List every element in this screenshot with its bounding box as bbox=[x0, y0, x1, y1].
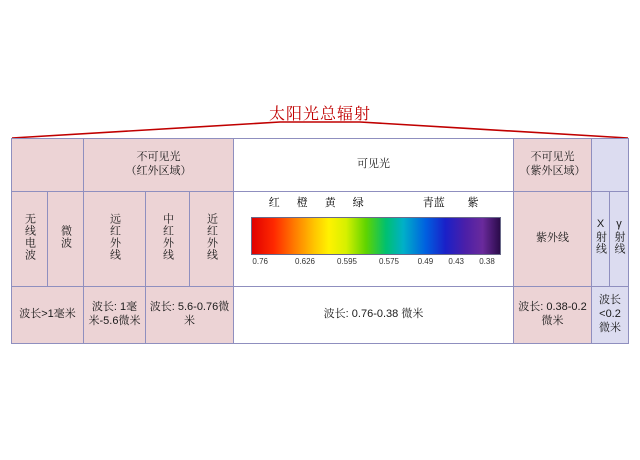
spectrum-label-cyan-blue: 青蓝 bbox=[422, 197, 445, 209]
band-microwave-label: 微波 bbox=[59, 224, 72, 249]
band-far-infrared-label: 远红外线 bbox=[108, 212, 121, 261]
region-uv-label: 不可见光 bbox=[530, 151, 575, 164]
band-cell-gamma bbox=[610, 192, 629, 287]
spectrum-tick-6: 0.38 bbox=[479, 257, 495, 266]
region-infrared-label: 不可见光 bbox=[136, 151, 181, 164]
wavelength-mid-near-infrared-text: 波长: 5.6-0.76微米 bbox=[149, 301, 230, 327]
band-cell-near-infrared bbox=[190, 192, 234, 287]
spectrum-table bbox=[11, 138, 629, 344]
region-cell-visible bbox=[234, 139, 514, 192]
region-cell-blank-right bbox=[592, 139, 629, 192]
wavelength-far-infrared-text: 波长: 1毫米-5.6微米 bbox=[88, 301, 141, 327]
bracket-graphic bbox=[10, 118, 630, 140]
band-gamma-label: γ射线 bbox=[613, 218, 626, 256]
band-near-infrared-label: 近红外线 bbox=[205, 212, 218, 261]
band-xray-label: X射线 bbox=[594, 218, 607, 256]
wavelength-cell-radio bbox=[12, 287, 84, 344]
band-mid-infrared-label: 中红外线 bbox=[161, 212, 174, 261]
spectrum-color-labels bbox=[235, 197, 515, 215]
band-cell-microwave bbox=[48, 192, 84, 287]
spectrum-label-orange: 橙 bbox=[296, 197, 308, 209]
wavelength-cell-visible bbox=[234, 287, 514, 344]
spectrum-tick-4: 0.49 bbox=[417, 257, 434, 266]
band-cell-xray bbox=[592, 192, 610, 287]
wavelength-xray-gamma-text: 波长<0.2 微米 bbox=[599, 294, 621, 334]
diagram-title: 太阳光总辐射 bbox=[268, 106, 371, 123]
band-ultraviolet-label: 紫外线 bbox=[536, 232, 569, 245]
region-visible-label: 可见光 bbox=[357, 158, 390, 171]
table-row-bands bbox=[12, 192, 629, 287]
spectrum-label-violet: 紫 bbox=[467, 197, 479, 209]
spectrum-tick-2: 0.595 bbox=[336, 257, 358, 266]
region-cell-infrared bbox=[84, 139, 234, 192]
spectrum-tick-labels bbox=[235, 257, 515, 271]
wavelength-cell-ultraviolet bbox=[514, 287, 592, 344]
wavelength-cell-far-infrared bbox=[84, 287, 146, 344]
region-uv-note: （紫外区域） bbox=[519, 165, 586, 177]
visible-spectrum-graphic bbox=[235, 197, 515, 281]
region-infrared-note: （红外区域） bbox=[125, 165, 192, 177]
band-cell-far-infrared bbox=[84, 192, 146, 287]
wavelength-cell-xray-gamma bbox=[592, 287, 629, 344]
spectrum-label-yellow: 黄 bbox=[324, 197, 336, 209]
band-radio-label: 无线电波 bbox=[23, 212, 36, 261]
wavelength-visible-text: 波长: 0.76-0.38 微米 bbox=[323, 308, 424, 321]
spectrum-gradient-bar bbox=[251, 217, 501, 255]
table-row-regions bbox=[12, 139, 629, 192]
region-cell-ultraviolet bbox=[514, 139, 592, 192]
spectrum-tick-5: 0.43 bbox=[448, 257, 464, 266]
band-cell-ultraviolet bbox=[514, 192, 592, 287]
band-cell-mid-infrared bbox=[146, 192, 190, 287]
table-row-wavelengths bbox=[12, 287, 629, 344]
spectrum-tick-0: 0.76 bbox=[252, 257, 268, 266]
band-cell-visible-spectrum bbox=[234, 192, 514, 287]
wavelength-cell-mid-near-infrared bbox=[146, 287, 234, 344]
wavelength-radio-text: 波长>1毫米 bbox=[19, 308, 76, 321]
spectrum-label-red: 红 bbox=[268, 197, 280, 209]
spectrum-tick-1: 0.626 bbox=[294, 257, 316, 266]
spectrum-label-green: 绿 bbox=[352, 197, 364, 209]
band-cell-radio bbox=[12, 192, 48, 287]
region-cell-blank-left bbox=[12, 139, 84, 192]
spectrum-tick-3: 0.575 bbox=[378, 257, 400, 266]
wavelength-ultraviolet-text: 波长: 0.38-0.2 微米 bbox=[518, 301, 587, 327]
